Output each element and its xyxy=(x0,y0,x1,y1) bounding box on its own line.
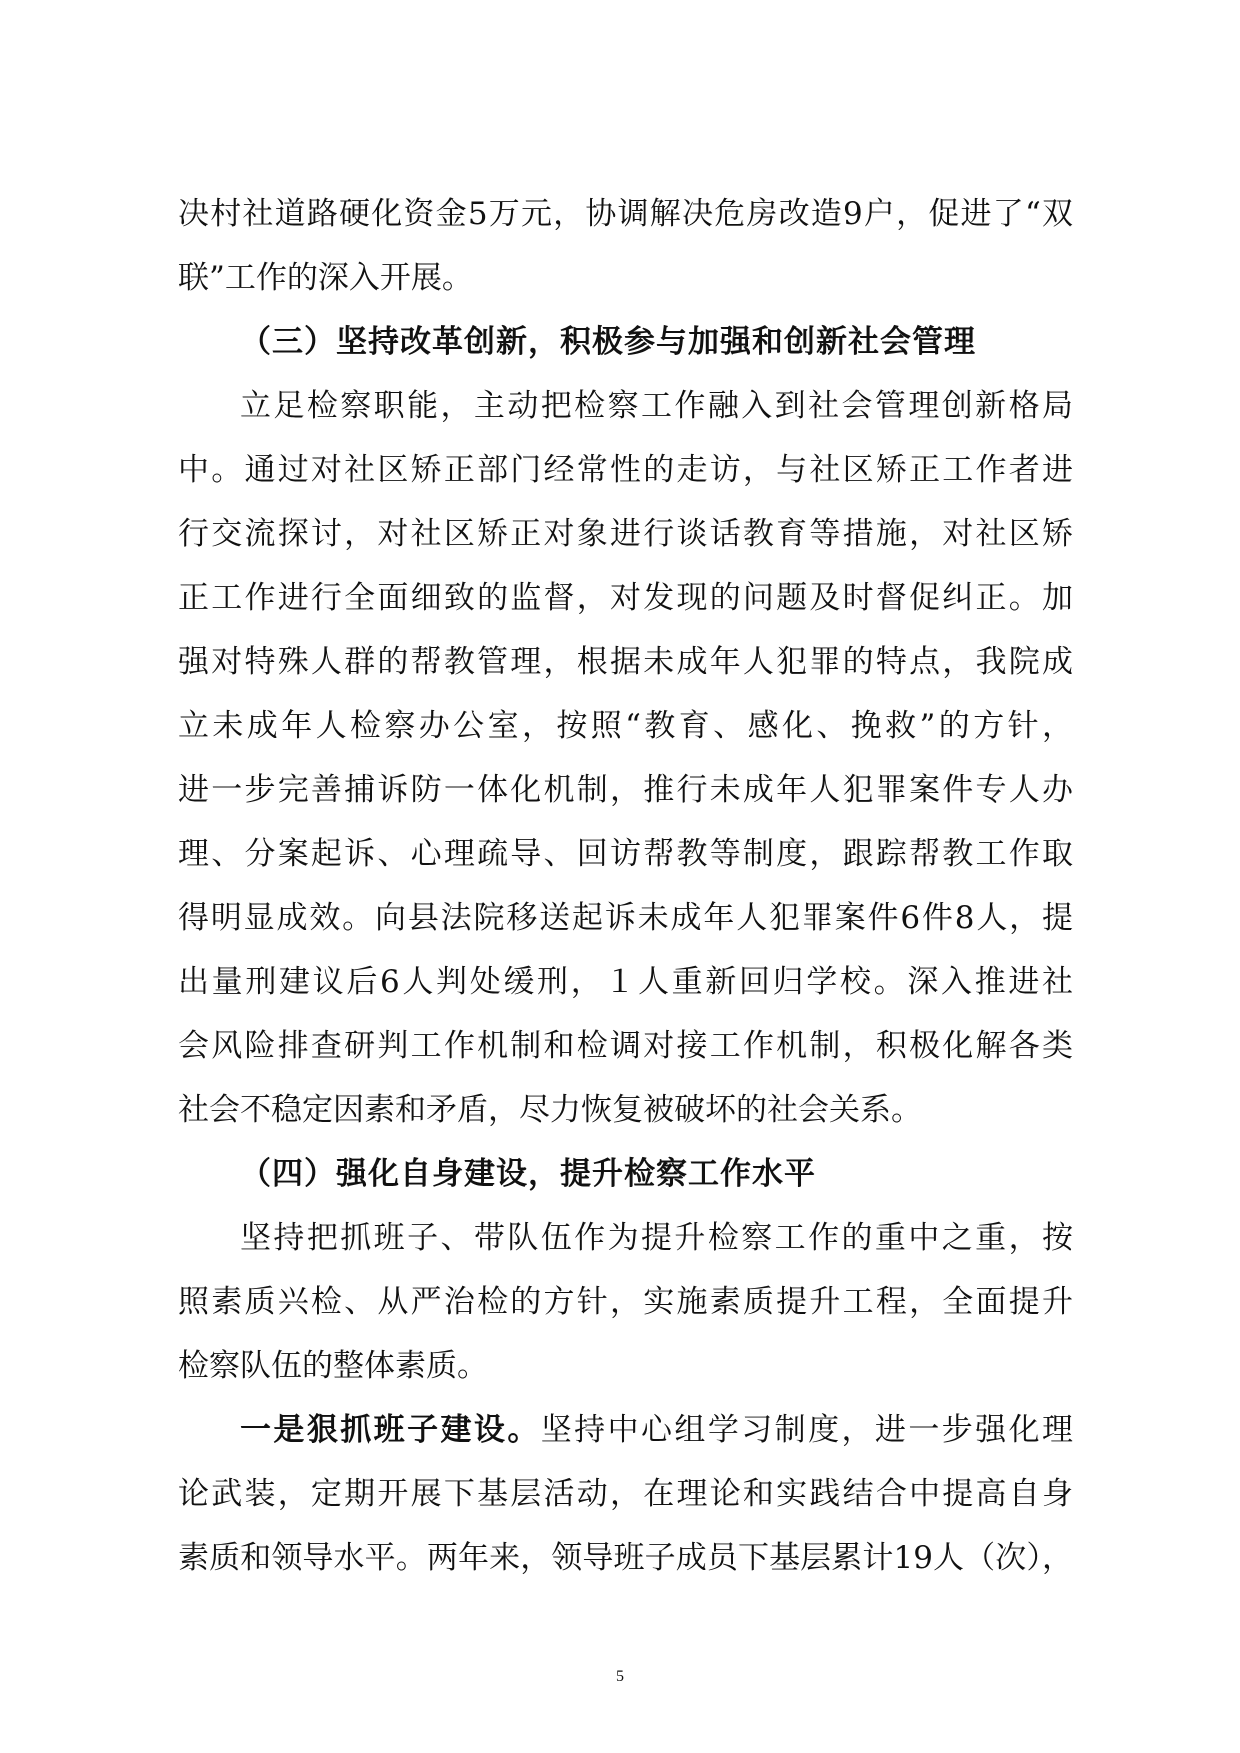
text-line: 素质和领导水平。两年来，领导班子成员下基层累计19人（次）， xyxy=(178,1540,1073,1576)
text-line: 中。通过对社区矫正部门经常性的走访，与社区矫正工作者进 xyxy=(178,452,1073,488)
paragraph-leadership xyxy=(178,1398,1073,1590)
text-line: 立足检察职能，主动把检察工作融入到社会管理创新格局 xyxy=(240,388,1073,424)
text-line: 社会不稳定因素和矛盾，尽力恢复被破坏的社会关系。 xyxy=(178,1092,922,1128)
text-line: 进一步完善捕诉防一体化机制，推行未成年人犯罪案件专人办 xyxy=(178,772,1073,808)
text-line: 得明显成效。向县法院移送起诉未成年人犯罪案件6件8人，提 xyxy=(178,900,1073,936)
text-line: 正工作进行全面细致的监督，对发现的问题及时督促纠正。加 xyxy=(178,580,1073,616)
lead-rest-text: 坚持中心组学习制度，进一步强化理 xyxy=(540,1412,1073,1448)
paragraph-self-building xyxy=(178,1206,1073,1398)
text-line: 决村社道路硬化资金5万元，协调解决危房改造9户，促进了“双 xyxy=(178,196,1073,232)
section-heading-3: （三）坚持改革创新，积极参与加强和创新社会管理 xyxy=(240,324,976,360)
text-line: 出量刑建议后6人判处缓刑，１人重新回归学校。深入推进社 xyxy=(178,964,1073,1000)
document-body xyxy=(178,182,1073,1590)
bold-lead-text: 一是狠抓班子建设。 xyxy=(240,1412,541,1448)
text-line: 理、分案起诉、心理疏导、回访帮教等制度，跟踪帮教工作取 xyxy=(178,836,1073,872)
paragraph-social-management xyxy=(178,374,1073,1142)
page-number: 5 xyxy=(616,1668,624,1685)
text-line: 论武装，定期开展下基层活动，在理论和实践结合中提高自身 xyxy=(178,1476,1073,1512)
text-line: 坚持把抓班子、带队伍作为提升检察工作的重中之重，按 xyxy=(240,1220,1073,1256)
text-line: 照素质兴检、从严治检的方针，实施素质提升工程，全面提升 xyxy=(178,1284,1073,1320)
text-line: 检察队伍的整体素质。 xyxy=(178,1348,488,1384)
text-line: 会风险排查研判工作机制和检调对接工作机制，积极化解各类 xyxy=(178,1028,1073,1064)
text-line xyxy=(178,1398,1073,1462)
paragraph-continuation xyxy=(178,182,1073,310)
section-heading-4: （四）强化自身建设，提升检察工作水平 xyxy=(240,1156,816,1192)
text-line: 强对特殊人群的帮教管理，根据未成年人犯罪的特点，我院成 xyxy=(178,644,1073,680)
text-line: 联”工作的深入开展。 xyxy=(178,260,473,296)
text-line: 行交流探讨，对社区矫正对象进行谈话教育等措施，对社区矫 xyxy=(178,516,1073,552)
text-line: 立未成年人检察办公室，按照“教育、感化、挽救”的方针， xyxy=(178,708,1073,744)
